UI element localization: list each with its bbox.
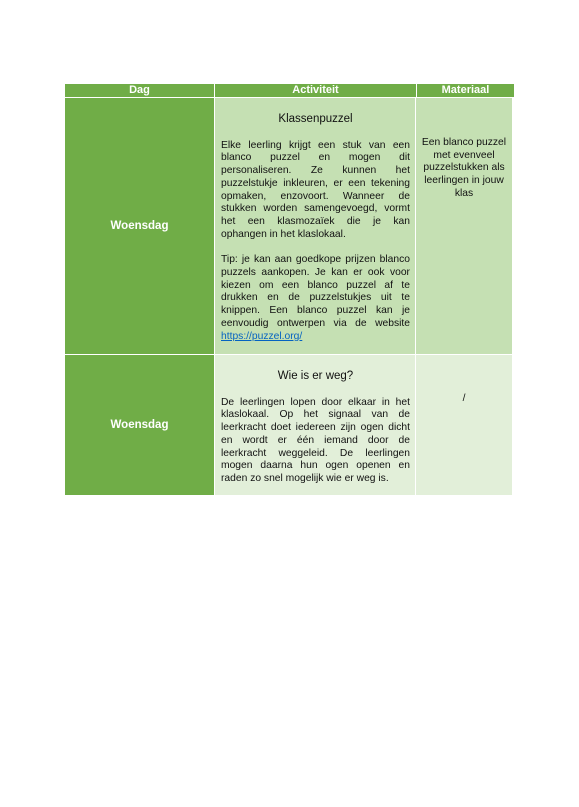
puzzel-link[interactable]: https://puzzel.org/ xyxy=(221,330,303,342)
activity-cell xyxy=(214,98,415,354)
activity-text: Elke leerling krijgt een stuk van een blanco puzzel en mogen dit personaliseren. Ze kunnen het puzzelstukje inkleuren, er een tekening opmaken, enzovoort. Wanneer de stukken worden samengevoegd, vormt het een klasmozaïek die je kan ophangen in het klaslokaal. xyxy=(221,139,410,240)
header-material: Materiaal xyxy=(416,84,514,97)
activity-cell xyxy=(214,355,415,495)
activity-table xyxy=(65,84,514,495)
table-row xyxy=(65,97,514,354)
material-cell: / xyxy=(415,355,512,495)
header-activity: Activiteit xyxy=(214,84,416,97)
day-cell: Woensdag xyxy=(65,355,214,495)
activity-tip xyxy=(221,254,410,343)
tip-text: Tip: je kan aan goedkope prijzen blanco puzzels aankopen. Je kan er ook voor kiezen om een blanco puzzel af te drukken en de puzzelstukjes uit te knippen. Een blanco puzzel kan je eenvoudig ontwerpen via de website xyxy=(221,254,410,329)
day-cell: Woensdag xyxy=(65,98,214,354)
table-row xyxy=(65,354,514,495)
activity-title: Wie is er weg? xyxy=(277,370,354,382)
material-cell: Een blanco puzzel met evenveel puzzelstukken als leerlingen in jouw klas xyxy=(415,98,512,354)
activity-text: De leerlingen lopen door elkaar in het klaslokaal. Op het signaal van de leerkracht doet iedereen zijn ogen dicht en wordt er één iemand door de leerkracht weggeleid. De leerlingen mogen daarna hun ogen openen en raden zo snel mogelijk wie er weg is. xyxy=(221,396,410,484)
activity-title: Klassenpuzzel xyxy=(278,113,353,125)
header-day: Dag xyxy=(129,84,150,96)
table-header xyxy=(65,84,514,97)
